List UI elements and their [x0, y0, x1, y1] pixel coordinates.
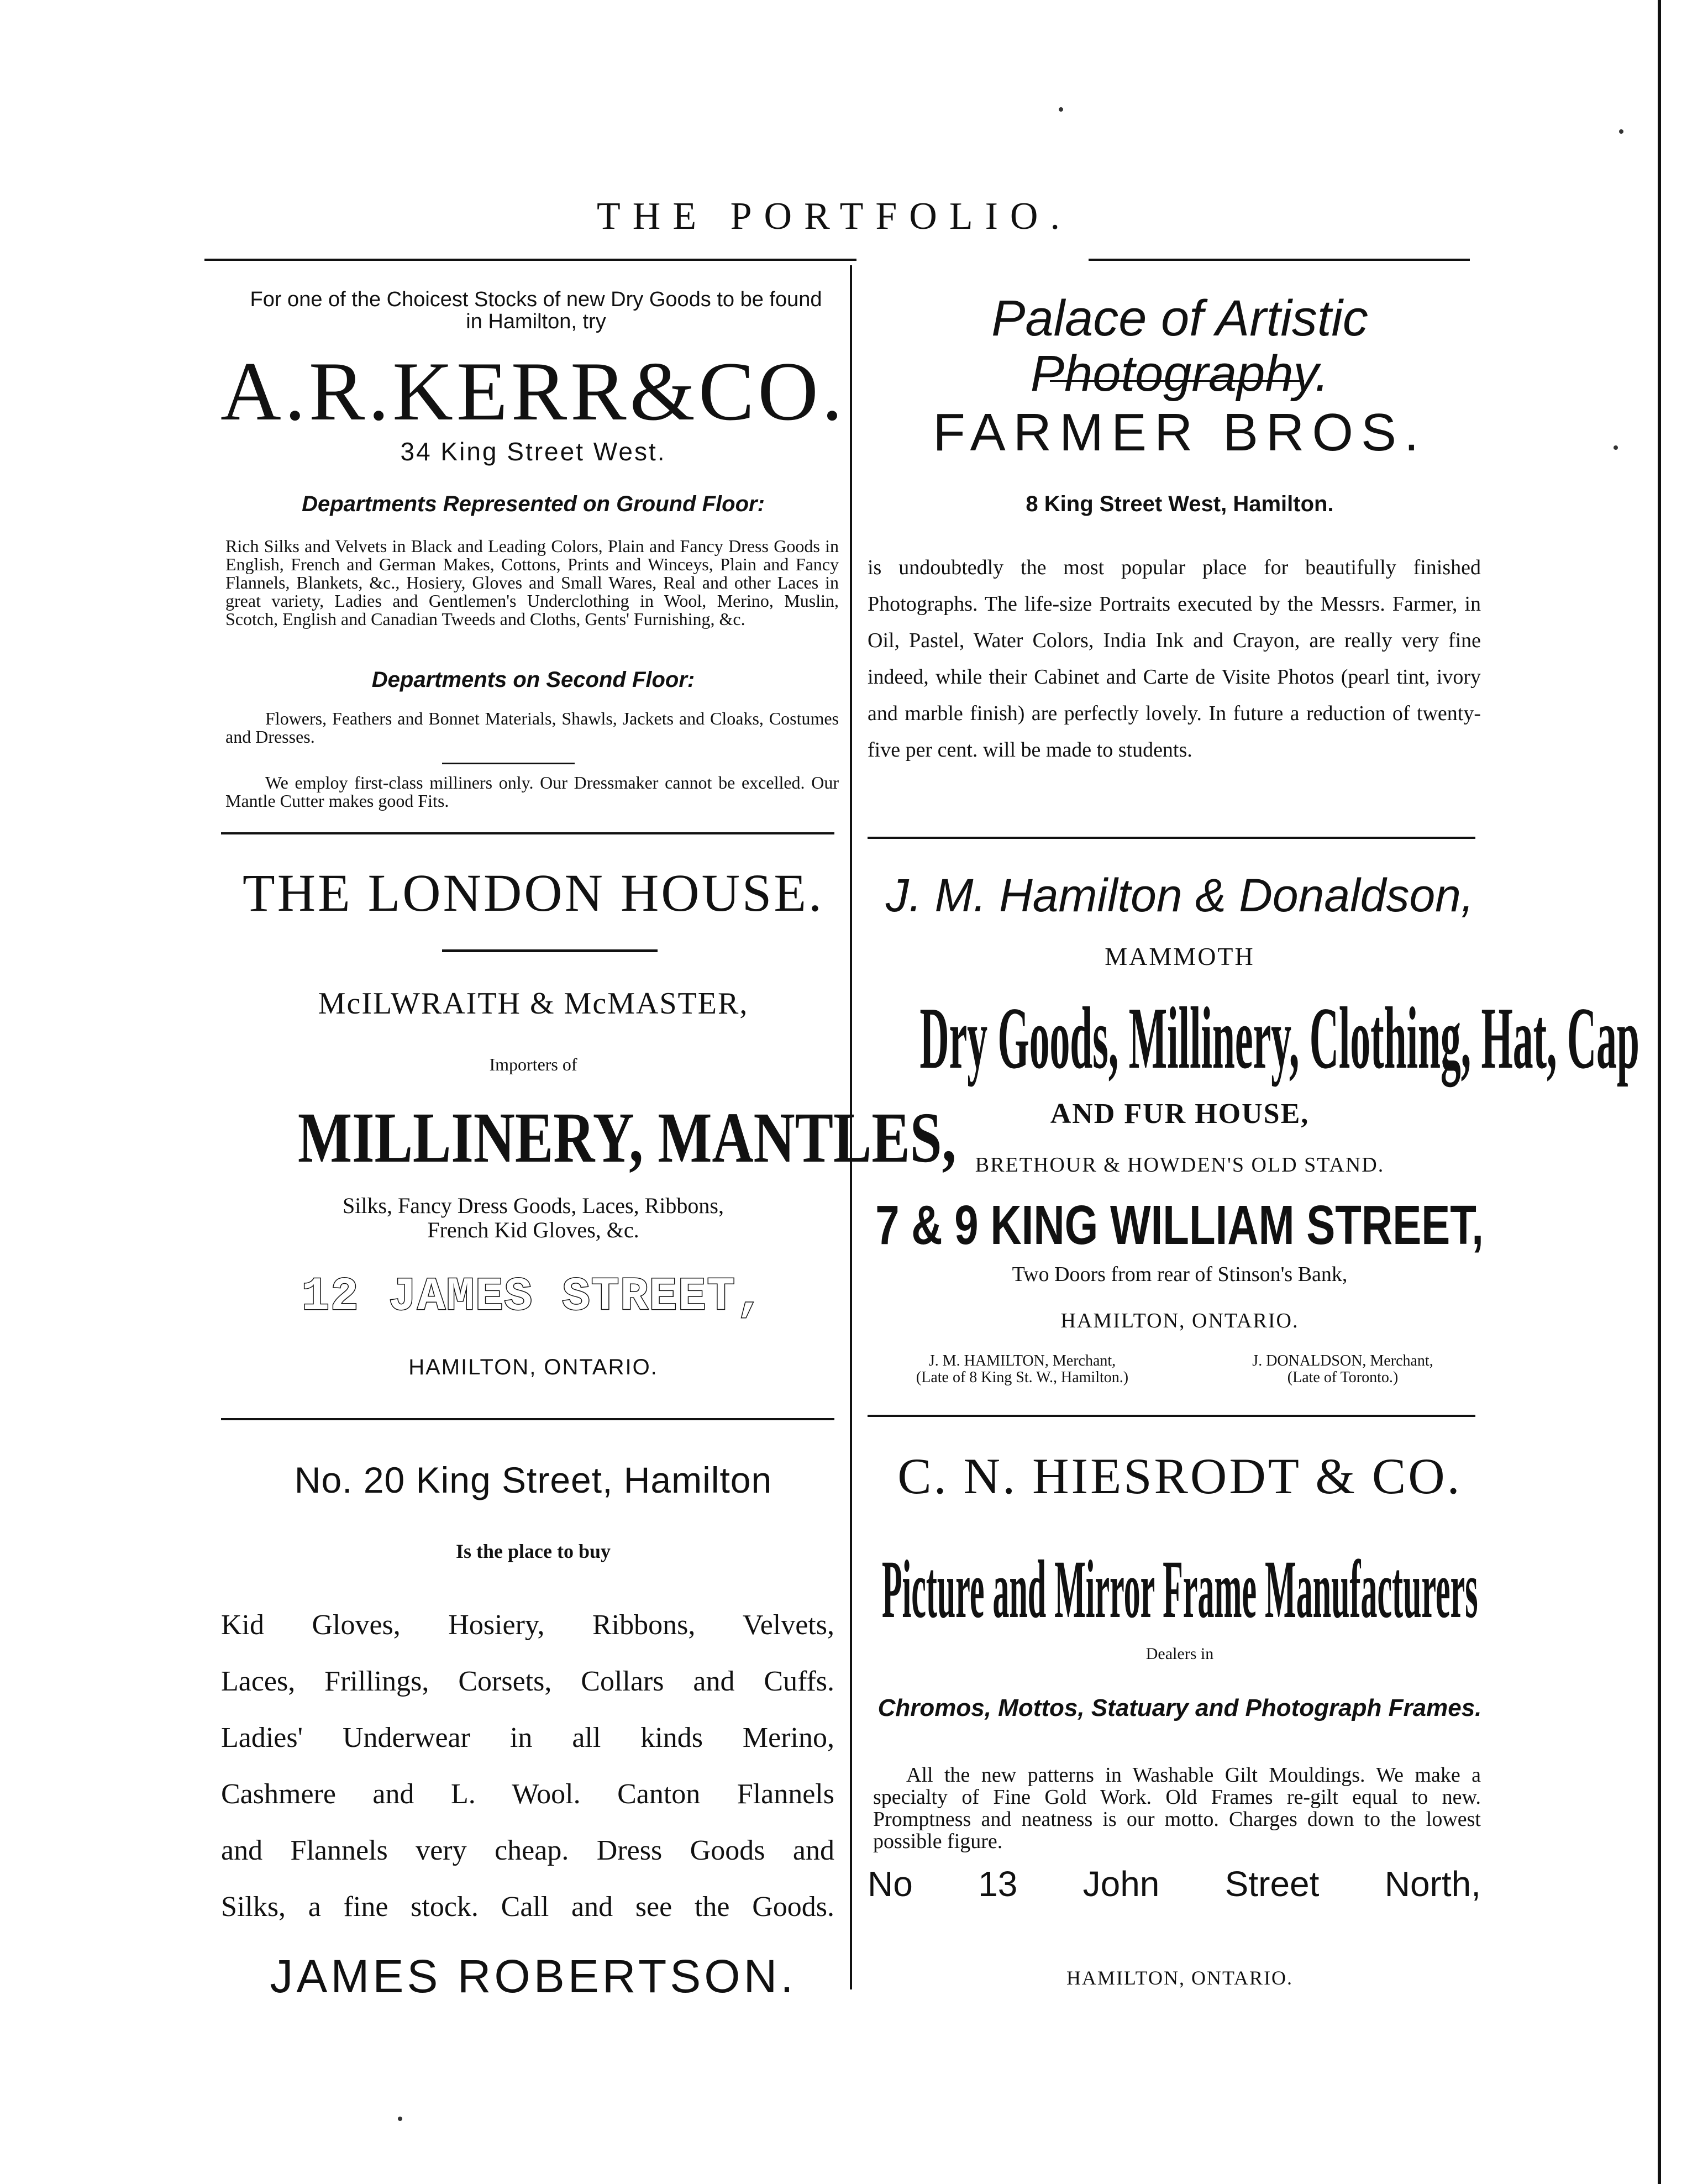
print-speck: [398, 2117, 402, 2121]
hd-mammoth: MAMMOTH: [1105, 942, 1255, 970]
header-rule-right: [1089, 259, 1470, 261]
london-extras-2: French Kid Gloves, &c.: [427, 1217, 639, 1242]
farmer-short-rule: [1050, 380, 1304, 382]
london-street-text: 12 JAMES STREET,: [301, 1271, 765, 1324]
robertson-line: Laces, Frillings, Corsets, Collars and Cuffs.: [221, 1666, 834, 1697]
robertson-line: Ladies' Underwear in all kinds Merino,: [221, 1722, 834, 1754]
hiesrodt-body: All the new patterns in Washable Gilt Mouldings. We make a specialty of Fine Gold Work. Old Frames re-gilt equal to new. Promptness and neatness is our motto. Charges down to the lowest possible figure.: [873, 1763, 1481, 1853]
london-firm: McILWRAITH & McMASTER,: [318, 986, 749, 1021]
london-short-rule: [442, 949, 658, 952]
page-header-title: THE PORTFOLIO.: [597, 195, 1072, 238]
robertson-line: and Flannels very cheap. Dress Goods and: [221, 1835, 834, 1866]
robertson-name: JAMES ROBERTSON.: [270, 1950, 797, 2002]
kerr-ground-text: Rich Silks and Velvets in Black and Leading Colors, Plain and Fancy Dress Goods in English, French and German Makes, Cottons, Prints and Winceys, Plain and Fancy Flannels, Blankets, &c., Hosiery, Gloves and Small Wares, Real and other Laces in great variety, Ladies and Gentlemen's Underclothing in Wool, Merino, Muslin, Scotch, English and Canadian Tweeds and Cloths, Gents' Furnishing, &c.: [225, 536, 839, 629]
hiesrodt-dealers: Dealers in: [1145, 1645, 1214, 1663]
kerr-second-text: Flowers, Feathers and Bonnet Materials, Shawls, Jackets and Cloaks, Costumes and Dresses.: [225, 708, 839, 747]
hd-partner2-name: J. DONALDSON, Merchant,: [1252, 1352, 1433, 1369]
left-rule-2: [221, 1418, 834, 1420]
kerr-footer-text: We employ first-class milliners only. Our Dressmaker cannot be excelled. Our Mantle Cutter makes good Fits.: [225, 773, 839, 811]
hd-city: HAMILTON, ONTARIO.: [1060, 1309, 1299, 1332]
hd-stand: BRETHOUR & HOWDEN'S OLD STAND.: [975, 1153, 1385, 1177]
hiesrodt-street: No 13 John Street North,: [868, 1864, 1481, 1904]
robertson-place: Is the place to buy: [455, 1540, 611, 1562]
london-goods-text: MILLINERY, MANTLES,: [297, 1098, 957, 1178]
header-rule-left: [204, 259, 856, 261]
robertson-line: Kid Gloves, Hosiery, Ribbons, Velvets,: [221, 1609, 834, 1641]
print-speck: [1059, 107, 1063, 112]
kerr-name: A.R.KERR&CO.: [220, 345, 846, 438]
print-speck: [1619, 129, 1623, 134]
right-rule-1: [868, 837, 1475, 839]
hd-partner2-note: (Late of Toronto.): [1287, 1369, 1399, 1386]
london-importers: Importers of: [489, 1054, 577, 1074]
kerr-second-heading: Departments on Second Floor:: [371, 668, 695, 692]
page-edge-line: [1658, 0, 1661, 2184]
hiesrodt-items: Chromos, Mottos, Statuary and Photograph Frames.: [877, 1694, 1482, 1721]
print-speck: [1614, 445, 1618, 450]
london-extras-1: Silks, Fancy Dress Goods, Laces, Ribbons,: [343, 1193, 724, 1218]
hd-street: [851, 1194, 1509, 1260]
kerr-intro: For one of the Choicest Stocks of new Dry Goods to be found in Hamilton, try: [250, 288, 822, 333]
hiesrodt-city: HAMILTON, ONTARIO.: [1066, 1967, 1294, 1989]
london-street: [216, 1271, 851, 1324]
robertson-address: No. 20 King Street, Hamilton: [294, 1460, 772, 1500]
hd-goods: [851, 987, 1639, 1087]
london-goods: [216, 1096, 957, 1185]
hd-street-text: 7 & 9 KING WILLIAM STREET,: [875, 1194, 1484, 1256]
london-city: HAMILTON, ONTARIO.: [408, 1355, 658, 1379]
left-rule-1: [221, 832, 834, 834]
hd-goods-text: Dry Goods, Millinery, Clothing, Hat, Cap: [919, 989, 1639, 1087]
robertson-line: Silks, a fine stock. Call and see the Goods.: [221, 1891, 834, 1923]
hd-partner1: [868, 1353, 1177, 1386]
kerr-short-rule: [442, 763, 575, 764]
hd-doors: Two Doors from rear of Stinson's Bank,: [1012, 1263, 1348, 1286]
hd-fur: AND FUR HOUSE,: [1050, 1098, 1310, 1130]
kerr-ground-heading: Departments Represented on Ground Floor:: [302, 492, 765, 516]
hd-partner2: [1199, 1353, 1486, 1386]
hiesrodt-name: C. N. HIESRODT & CO.: [897, 1448, 1462, 1504]
farmer-body: is undoubtedly the most popular place for beautifully finished Photographs. The life-size Portraits executed by the Messrs. Farmer, in Oil, Pastel, Water Colors, India Ink and Crayon, are really very fine indeed, while their Cabinet and Carte de Visite Photos (pearl tint, ivory and marble finish) are perfectly lovely. In future a reduction of twenty-five per cent. will be made to students.: [868, 556, 1481, 762]
hd-partner1-note: (Late of 8 King St. W., Hamilton.): [916, 1369, 1129, 1386]
robertson-line: Cashmere and L. Wool. Canton Flannels: [221, 1778, 834, 1810]
right-rule-2: [868, 1415, 1475, 1417]
farmer-address: 8 King Street West, Hamilton.: [1026, 492, 1334, 516]
hiesrodt-trade-text: Picture and Mirror Frame Manufacturers: [881, 1544, 1478, 1635]
robertson-lines: [221, 1597, 834, 1935]
farmer-tagline: Palace of Artistic Photography.: [991, 290, 1368, 402]
hd-partner1-name: J. M. HAMILTON, Merchant,: [928, 1352, 1116, 1369]
farmer-name: FARMER BROS.: [933, 403, 1427, 462]
hiesrodt-trade: [851, 1542, 1509, 1636]
kerr-address: 34 King Street West.: [400, 437, 666, 466]
hd-name: J. M. Hamilton & Donaldson,: [885, 869, 1474, 921]
london-name: THE LONDON HOUSE.: [243, 863, 824, 922]
